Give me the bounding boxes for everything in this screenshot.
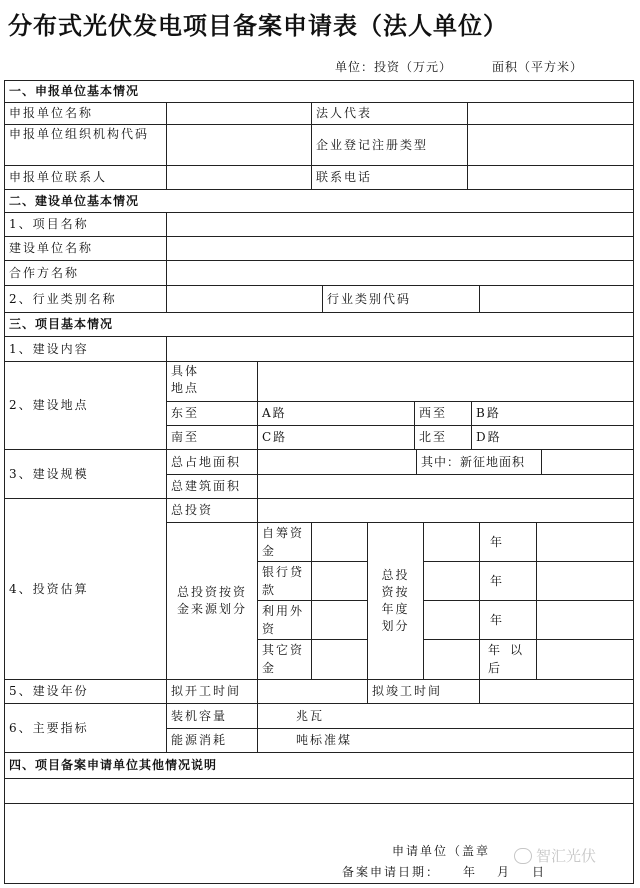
label-specific-location: 具体地点	[166, 361, 258, 402]
field-other-notes-line[interactable]	[4, 778, 634, 804]
section-4-heading: 四、项目备案申请单位其他情况说明	[4, 752, 634, 779]
field-other[interactable]	[311, 639, 368, 680]
date-year: 年	[463, 865, 478, 879]
field-total-investment[interactable]	[257, 498, 634, 523]
field-start[interactable]	[257, 679, 368, 704]
field-west[interactable]: B路	[471, 401, 634, 426]
field-unit-name[interactable]	[166, 102, 312, 125]
label-self-funded: 自筹资金	[257, 522, 312, 562]
field-phone[interactable]	[467, 165, 634, 190]
field-project-name[interactable]	[166, 212, 634, 237]
label-foreign: 利用外资	[257, 600, 312, 640]
applicant-label: 申请单位（盖章	[392, 844, 491, 858]
field-building-area[interactable]	[257, 474, 634, 499]
date-month: 月	[497, 865, 512, 879]
field-year-2-amount[interactable]	[536, 561, 634, 601]
field-finish[interactable]	[479, 679, 634, 704]
label-start: 拟开工时间	[166, 679, 258, 704]
field-land-area[interactable]	[257, 449, 417, 475]
label-land-area: 总占地面积	[166, 449, 258, 475]
unit-investment: 单位：投资（万元）	[335, 60, 453, 74]
field-industry-name[interactable]	[166, 285, 323, 313]
watermark	[514, 845, 596, 866]
section-3-heading: 三、项目基本情况	[4, 312, 634, 337]
field-contact[interactable]	[166, 165, 312, 190]
field-legal-rep[interactable]	[467, 102, 634, 125]
field-year-4-value[interactable]	[423, 639, 480, 680]
label-energy: 能源消耗	[166, 728, 258, 753]
field-content[interactable]	[166, 336, 634, 362]
date-day: 日	[532, 865, 547, 879]
label-legal-rep: 法人代表	[311, 102, 468, 125]
section-1-heading: 一、申报单位基本情况	[4, 80, 634, 103]
watermark-text: 智汇光伏	[536, 847, 597, 865]
label-building-area: 总建筑面积	[166, 474, 258, 499]
field-foreign[interactable]	[311, 600, 368, 640]
field-east[interactable]: A路	[257, 401, 415, 426]
label-by-source: 总投资按资金来源划分	[166, 522, 258, 680]
label-west: 西至	[414, 401, 472, 426]
label-project-name: 1、项目名称	[4, 212, 167, 237]
label-south: 南至	[166, 425, 258, 450]
form-title: 分布式光伏发电项目备案申请表（法人单位）	[8, 12, 508, 40]
label-year-1: 年	[479, 522, 537, 562]
label-industry-name: 2、行业类别名称	[4, 285, 167, 313]
label-industry-code: 行业类别代码	[322, 285, 480, 313]
label-builder-name: 建设单位名称	[4, 236, 167, 261]
label-capacity: 装机容量	[166, 703, 258, 729]
label-org-code: 申报单位组织机构代码	[4, 124, 167, 166]
field-year-2-value[interactable]	[423, 561, 480, 601]
field-year-3-amount[interactable]	[536, 600, 634, 640]
date-label: 备案申请日期：	[342, 865, 441, 879]
label-contact: 申报单位联系人	[4, 165, 167, 190]
label-bank-loan: 银行贷款	[257, 561, 312, 601]
label-unit-name: 申报单位名称	[4, 102, 167, 125]
label-partner-name: 合作方名称	[4, 260, 167, 286]
field-year-3-value[interactable]	[423, 600, 480, 640]
field-new-land[interactable]	[541, 449, 634, 475]
label-other: 其它资金	[257, 639, 312, 680]
field-south[interactable]: C路	[257, 425, 415, 450]
field-year-4-amount[interactable]	[536, 639, 634, 680]
label-investment: 4、投资估算	[4, 498, 167, 680]
section-2-heading: 二、建设单位基本情况	[4, 189, 634, 213]
label-new-land: 其中：新征地面积	[416, 449, 542, 475]
wechat-icon	[514, 848, 532, 864]
field-year-1-amount[interactable]	[536, 522, 634, 562]
field-self-funded[interactable]	[311, 522, 368, 562]
label-by-year: 总投资按年度划分	[367, 522, 424, 680]
field-builder-name[interactable]	[166, 236, 634, 261]
field-reg-type[interactable]	[467, 124, 634, 166]
field-energy-unit[interactable]: 吨标准煤	[257, 728, 634, 753]
field-capacity-unit[interactable]: 兆瓦	[257, 703, 634, 729]
label-indicators: 6、主要指标	[4, 703, 167, 753]
label-finish: 拟竣工时间	[367, 679, 480, 704]
label-year-row: 5、建设年份	[4, 679, 167, 704]
field-partner-name[interactable]	[166, 260, 634, 286]
label-east: 东至	[166, 401, 258, 426]
unit-area: 面积（平方米）	[492, 60, 584, 74]
field-year-1-value[interactable]	[423, 522, 480, 562]
label-year-after: 年以后	[479, 639, 537, 680]
label-year-2: 年	[479, 561, 537, 601]
label-north: 北至	[414, 425, 472, 450]
label-reg-type: 企业登记注册类型	[311, 124, 468, 166]
field-org-code[interactable]	[166, 124, 312, 166]
label-total-investment: 总投资	[166, 498, 258, 523]
field-industry-code[interactable]	[479, 285, 634, 313]
label-content: 1、建设内容	[4, 336, 167, 362]
label-year-3: 年	[479, 600, 537, 640]
field-bank-loan[interactable]	[311, 561, 368, 601]
field-north[interactable]: D路	[471, 425, 634, 450]
label-location: 2、建设地点	[4, 361, 167, 450]
label-phone: 联系电话	[311, 165, 468, 190]
field-specific-location[interactable]	[257, 361, 634, 402]
label-scale: 3、建设规模	[4, 449, 167, 499]
